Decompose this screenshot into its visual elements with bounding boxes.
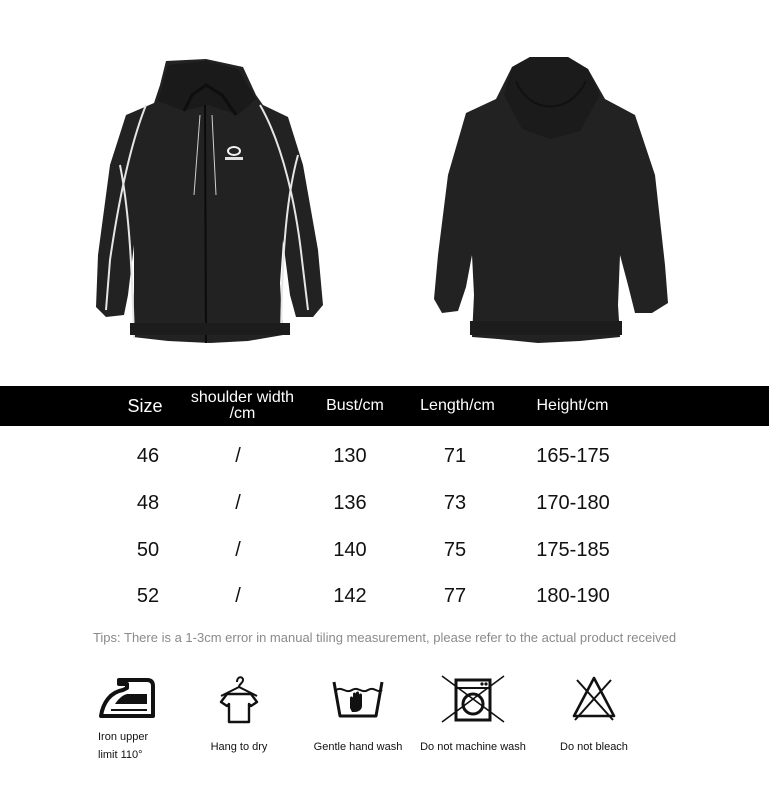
- product-photos: [0, 0, 769, 386]
- height-cell: 165-175: [536, 444, 610, 467]
- table-row: [0, 530, 769, 570]
- shoulder-cell: /: [235, 584, 241, 607]
- size-cell: 46: [136, 444, 160, 467]
- care-item-no-machine-wash: [412, 672, 534, 753]
- no-machine-wash-icon: [438, 672, 508, 724]
- hanger-shirt-icon: [217, 672, 261, 724]
- care-label: Gentle hand wash: [313, 741, 403, 753]
- shoulder-cell: /: [235, 444, 241, 467]
- height-cell: 175-185: [536, 538, 610, 561]
- bust-cell: 140: [333, 538, 367, 561]
- header-height: Height/cm: [536, 397, 609, 414]
- table-row: [0, 576, 769, 616]
- care-label: Hang to dry: [210, 741, 268, 753]
- care-label: Do not machine wash: [420, 741, 526, 753]
- bust-cell: 130: [333, 444, 367, 467]
- height-cell: 170-180: [536, 491, 610, 514]
- table-row: [0, 483, 769, 523]
- care-item-no-bleach: [552, 672, 636, 753]
- shoulder-cell: /: [235, 538, 241, 561]
- header-shoulder-width: shoulder width /cm: [190, 389, 295, 422]
- care-item-hang: [206, 672, 272, 753]
- jacket-front-image: [88, 55, 328, 350]
- header-bust: Bust/cm: [326, 397, 384, 414]
- length-cell: 75: [443, 538, 467, 561]
- table-row: [0, 436, 769, 476]
- length-cell: 73: [443, 491, 467, 514]
- hand-wash-icon: [330, 672, 386, 724]
- length-cell: 71: [443, 444, 467, 467]
- size-table-header: [0, 386, 769, 426]
- size-cell: 52: [136, 584, 160, 607]
- iron-icon: [97, 672, 157, 724]
- header-length: Length/cm: [420, 397, 495, 414]
- size-cell: 48: [136, 491, 160, 514]
- care-label: Iron upper limit 110°: [98, 731, 149, 761]
- care-item-iron: [92, 672, 162, 761]
- height-cell: 180-190: [536, 584, 610, 607]
- header-size: Size: [127, 396, 163, 416]
- bust-cell: 142: [333, 584, 367, 607]
- care-item-hand-wash: [306, 672, 410, 753]
- bust-cell: 136: [333, 491, 367, 514]
- no-bleach-icon: [569, 672, 619, 724]
- measurement-tips: Tips: There is a 1-3cm error in manual tiling measurement, please refer to the actual product received: [92, 630, 677, 645]
- care-label: Do not bleach: [560, 741, 628, 753]
- size-cell: 50: [136, 538, 160, 561]
- shoulder-cell: /: [235, 491, 241, 514]
- length-cell: 77: [443, 584, 467, 607]
- jacket-back-image: [430, 55, 675, 345]
